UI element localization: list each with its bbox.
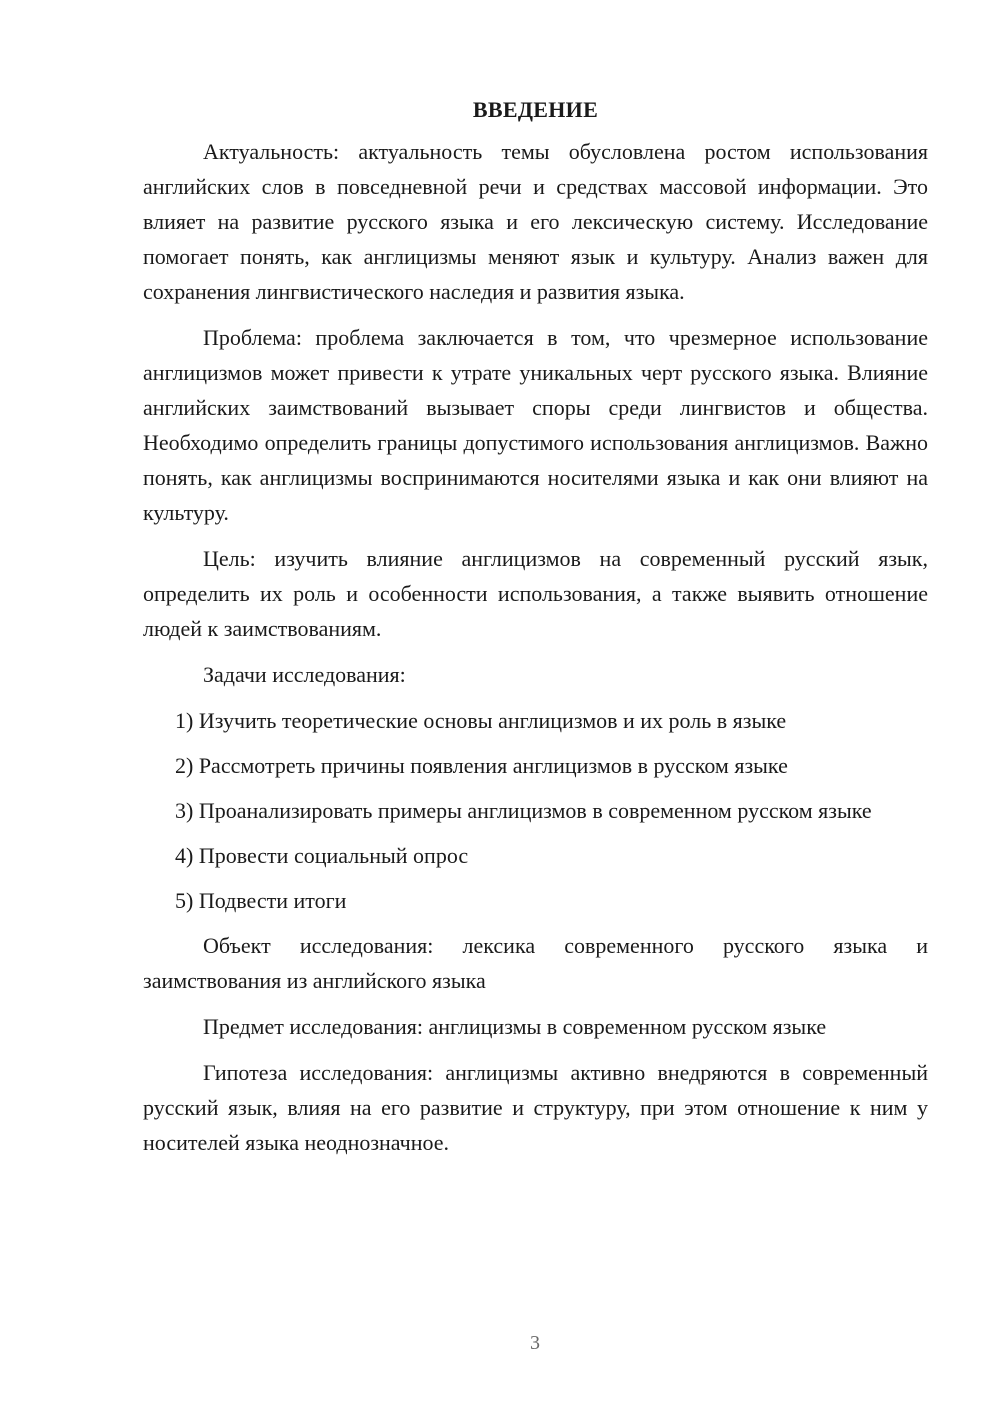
page-content [143,92,928,1171]
task-item-1: 1) Изучить теоретические основы англицизмов и их роль в языке [175,708,787,733]
task-item-5: 5) Подвести итоги [175,888,347,913]
object-paragraph: Объект исследования: лексика современного русского языка и заимствования из английского языка [143,933,928,993]
problem-paragraph: Проблема: проблема заключается в том, что чрезмерное использование англицизмов может привести к утрате уникальных черт русского языка. Влияние английских заимствований вызывает споры среди лингвистов и общества. Необходимо определить границы допустимого использования англицизмов. Важно понять, как англицизмы воспринимаются носителями языка и как они влияют на культуру. [143,325,928,525]
section-title: ВВЕДЕНИЕ [472,97,599,122]
hypothesis-paragraph: Гипотеза исследования: англицизмы активно внедряются в современный русский язык, влияя на его развитие и структуру, при этом отношение к ним у носителей языка неоднозначное. [143,1060,928,1155]
subject-paragraph: Предмет исследования: англицизмы в современном русском языке [203,1014,827,1039]
relevance-paragraph: Актуальность: актуальность темы обусловлена ростом использования английских слов в повседневной речи и средствах массовой информации. Это влияет на развитие русского языка и его лексическую систему. Исследование помогает понять, как англицизмы меняют язык и культуру. Анализ важен для сохранения лингвистического наследия и развития языка. [143,139,928,304]
goal-paragraph: Цель: изучить влияние англицизмов на современный русский язык, определить их роль и особенности использования, а также выявить отношение людей к заимствованиям. [143,546,928,641]
page-number: 3 [530,1332,540,1354]
tasks-heading: Задачи исследования: [203,662,406,687]
task-item-2: 2) Рассмотреть причины появления англицизмов в русском языке [175,753,788,778]
task-item-4: 4) Провести социальный опрос [175,843,469,868]
task-item-3: 3) Проанализировать примеры англицизмов в современном русском языке [175,798,872,823]
